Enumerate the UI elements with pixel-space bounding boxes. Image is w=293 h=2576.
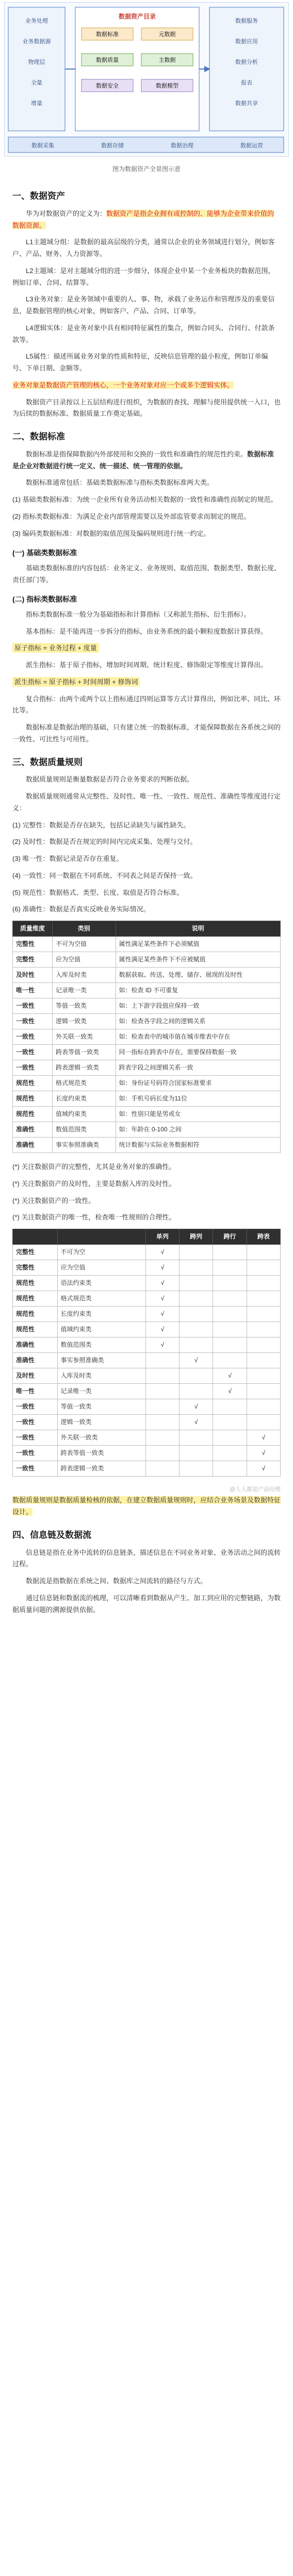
table-cell: 长度约束类 — [53, 1091, 116, 1107]
s2-list-0: (1) 基础类数据标准：为统一企业所有业务活动相关数据的一致性和准确性而制定的规范。 — [12, 496, 278, 503]
s3-list-4: (5) 规范性：数据格式、类型、长度、取值是否符合标准。 — [12, 888, 184, 896]
table-header-cell: 说明 — [116, 921, 280, 937]
table-cell — [180, 1430, 213, 1446]
table-cell: 及时性 — [13, 968, 53, 983]
table-cell — [247, 1322, 280, 1337]
table-cell: 如：手机号码长度为11位 — [116, 1091, 280, 1107]
table-cell: √ — [247, 1461, 280, 1477]
table-cell — [213, 1430, 247, 1446]
table-row — [13, 1045, 281, 1060]
table-cell: 规范性 — [13, 1076, 53, 1091]
table-cell — [145, 1384, 179, 1399]
table-header-cell: 跨列 — [180, 1229, 213, 1245]
s2-p-last: 数据标准是数据治理的基础，只有建立统一的数据标准，才能保障数据在各系统之间的一致性、可比性与可用性。 — [12, 723, 281, 743]
s2-item1: 基本指标：是不能再进一步拆分的指标，由业务系统的最小颗粒度数据计算获得。 — [26, 627, 268, 635]
s1-p1-highlight: 数据资产是指企业拥有或控制的、能够为企业带来价值的数据资源。 — [12, 209, 274, 229]
table-row — [13, 1399, 281, 1415]
table-cell: 规范性 — [13, 1107, 53, 1122]
table-cell: √ — [247, 1446, 280, 1461]
table-row — [13, 1384, 281, 1399]
table-cell: 长度约束类 — [57, 1307, 145, 1322]
diagram-right-4: 数据共享 — [235, 100, 258, 107]
table-cell: 入库及时类 — [53, 968, 116, 983]
table-row — [13, 998, 281, 1014]
s4-p1: 信息链是指在业务中流转的信息链条，描述信息在不同业务对象、业务活动之间的流转过程。 — [12, 1548, 281, 1568]
table-cell — [213, 1399, 247, 1415]
table-cell: 如：检查各字段之间的逻辑关系 — [116, 1014, 280, 1029]
s4-p2: 数据流是指数据在系统之间、数据库之间流转的路径与方式。 — [26, 1577, 207, 1585]
table-cell: 一致性 — [13, 1045, 53, 1060]
s2-list-2: (3) 编码类数据标准：对数据的取值范围及编码规则进行统一约定。 — [12, 529, 210, 537]
diagram-left-3: 全量 — [31, 80, 42, 86]
table-cell — [145, 1368, 179, 1384]
s3-note2: (*) 关注数据资产的及时性，主要是数据入库的及时性。 — [12, 1179, 176, 1188]
s1-l1: L1主题域分组：是数据的最高层级的分类，通常以企业的业务领域进行划分，例如客户、产品、财务、人力资源等。 — [12, 238, 275, 258]
table-cell: 值域约束类 — [53, 1107, 116, 1122]
s2-formula2: 派生指标 = 原子指标 + 时间周期 + 修饰词 — [12, 676, 281, 688]
s2-formula1: 原子指标 = 业务过程 + 度量 — [12, 642, 281, 654]
table-row — [13, 968, 281, 983]
table-cell: 一致性 — [13, 1029, 53, 1045]
table-header-cell: 跨表 — [247, 1229, 280, 1245]
table-cell: 一致性 — [13, 998, 53, 1014]
s2-sub1-title: (一) 基础类数据标准 — [12, 549, 77, 557]
table-header-cell: 单列 — [145, 1229, 179, 1245]
quality-dimension-table — [12, 921, 281, 1153]
table-cell: 同一指标在跨表中存在，需要保持数据一致 — [116, 1045, 280, 1060]
table-cell — [145, 1446, 179, 1461]
diagram-bottom-2: 数据治理 — [171, 143, 193, 149]
s3-highlight: 数据质量规则是数据质量检核的依据，在建立数据质量规则时，应结合业务场景及数据特征设计。 — [12, 1496, 281, 1516]
table-cell — [180, 1260, 213, 1276]
s3-list-3: (4) 一致性：同一数据在不同系统、不同表之间是否保持一致。 — [12, 871, 197, 879]
s1-p-last: 数据资产目录按以上五层结构进行组织，为数据的查找、理解与使用提供统一入口，也为后续的数据标准、数据质量工作奠定基础。 — [12, 398, 281, 418]
section-3-title: 三、数据质量规则 — [12, 757, 83, 767]
table-cell: 逻辑一致类 — [53, 1014, 116, 1029]
s3-p2: 数据质量规则通常从完整性、及时性、唯一性、一致性、规范性、准确性等维度进行定义： — [12, 792, 281, 812]
table-cell: √ — [145, 1322, 179, 1337]
table-cell: 事实参照准确类 — [53, 1138, 116, 1153]
table-cell: 数据获取、传送、处理、储存、展现的及时性 — [116, 968, 280, 983]
s2-p1: 数据标准是指保障数据内外部使用和交换的一致性和准确性的规范性约束。数据标准是企业对数据进行统一定义、统一描述、统一管理的依据。 — [12, 450, 274, 470]
table-cell: 如：检查 ID 不可重复 — [116, 983, 280, 998]
table-cell: 如：上下游字段值应保持一致 — [116, 998, 280, 1014]
s3-list-0: (1) 完整性：数据是否存在缺失，包括记录缺失与属性缺失。 — [12, 821, 190, 829]
table-cell: 规范性 — [13, 1291, 58, 1307]
table-cell: 一致性 — [13, 1446, 58, 1461]
table-cell: 规范性 — [13, 1276, 58, 1291]
table-row — [13, 1353, 281, 1368]
section-1-title: 一、数据资产 — [12, 191, 65, 201]
table-cell: 完整性 — [13, 937, 53, 952]
table-cell — [213, 1353, 247, 1368]
table-cell — [247, 1337, 280, 1353]
table-cell: 一致性 — [13, 1060, 53, 1076]
table-row — [13, 1122, 281, 1138]
diagram-left-1: 业务数据源 — [22, 39, 51, 45]
table-cell: √ — [145, 1260, 179, 1276]
table-cell — [180, 1337, 213, 1353]
s2-sub1-p: 基础类数据标准的内容包括：业务定义、业务规则、取值范围、数据类型、数据长度、责任部门等。 — [12, 564, 281, 584]
table-cell — [180, 1368, 213, 1384]
table-cell: 如：检查表中的城市值在城市维表中存在 — [116, 1029, 280, 1045]
s3-p1: 数据质量规则是衡量数据是否符合业务要求的判断依据。 — [26, 775, 194, 784]
diagram-center-2: 数据质量 — [96, 57, 119, 63]
diagram-center-3: 主数据 — [158, 57, 176, 63]
table-cell — [213, 1446, 247, 1461]
table-cell: √ — [213, 1368, 247, 1384]
table-cell — [213, 1260, 247, 1276]
diagram-caption: 图为数据资产全景图示意 — [112, 165, 181, 173]
table-cell: 准确性 — [13, 1337, 58, 1353]
table-cell: 记录唯一类 — [57, 1384, 145, 1399]
table-cell: 格式规范类 — [53, 1076, 116, 1091]
table-cell: 规范性 — [13, 1322, 58, 1337]
table-cell: 完整性 — [13, 1245, 58, 1260]
table-cell: 格式规范类 — [57, 1291, 145, 1307]
diagram-center-5: 数据模型 — [156, 83, 178, 89]
s1-p1: 华为对数据资产的定义为：数据资产是指企业拥有或控制的、能够为企业带来价值的数据资源。 — [12, 209, 274, 229]
table-cell: 等值一致类 — [53, 998, 116, 1014]
diagram-center-4: 数据安全 — [96, 83, 119, 89]
table-cell: √ — [145, 1291, 179, 1307]
table-cell: 值域约束类 — [57, 1322, 145, 1337]
s2-sub2-title: (二) 指标类数据标准 — [12, 595, 77, 604]
table-cell: 记录唯一类 — [53, 983, 116, 998]
diagram-left-2: 物理层 — [28, 59, 45, 65]
table-cell: 外关联一致类 — [53, 1029, 116, 1045]
s3-note3: (*) 关注数据资产的一致性。 — [12, 1196, 95, 1205]
diagram-left-0: 业务处理 — [25, 18, 48, 24]
table-row — [13, 1138, 281, 1153]
table-cell: 如：身份证号码符合国家标准要求 — [116, 1076, 280, 1091]
s2-p2: 数据标准通常包括：基础类数据标准与指标类数据标准两大类。 — [26, 479, 214, 487]
s2-item3: 复合指标：由两个或两个以上指标通过四则运算等方式计算得出，例如比率、同比、环比等。 — [12, 694, 281, 715]
table-row — [13, 1076, 281, 1091]
diagram-center-0: 数据标准 — [96, 31, 119, 38]
table-cell — [145, 1430, 179, 1446]
table-cell — [247, 1353, 280, 1368]
table-cell — [180, 1307, 213, 1322]
table-cell: 不可为空值 — [53, 937, 116, 952]
diagram-right-2: 数据分析 — [235, 59, 258, 65]
s1-l2: L2主题域：是对主题域分组的进一步细分，体现企业中某一个业务板块的数据范围，例如订单、合同、结算等。 — [12, 266, 275, 286]
table-cell: √ — [145, 1245, 179, 1260]
diagram-right-1: 数据应用 — [235, 39, 258, 45]
s1-note: 业务对象是数据资产管理的核心，一个业务对象对应一个或多个逻辑实体。 — [12, 381, 234, 389]
s3-list-2: (3) 唯一性：数据记录是否存在重复。 — [12, 855, 123, 862]
diagram-bottom-0: 数据采集 — [31, 143, 54, 149]
s1-l3: L3业务对象：是业务领域中重要的人、事、物，承载了业务运作和管理涉及的重要信息，是数据管理的核心对象，例如客户、产品、合同、订单等。 — [12, 295, 275, 315]
table-cell: √ — [213, 1384, 247, 1399]
data-asset-diagram — [4, 2, 289, 157]
table-cell: √ — [180, 1353, 213, 1368]
table-cell: 准确性 — [13, 1138, 53, 1153]
table-cell: 跨表逻辑一致类 — [53, 1060, 116, 1076]
diagram-left-4: 增量 — [31, 100, 42, 107]
table-cell — [180, 1291, 213, 1307]
table-cell — [247, 1260, 280, 1276]
table-cell: 一致性 — [13, 1430, 58, 1446]
table-cell — [145, 1415, 179, 1430]
table-cell — [145, 1461, 179, 1477]
table-row — [13, 1337, 281, 1353]
table-cell — [213, 1307, 247, 1322]
table-cell: 应为空值 — [53, 952, 116, 968]
table-cell: 一致性 — [13, 1014, 53, 1029]
table-row — [13, 1260, 281, 1276]
table-cell: 准确性 — [13, 1122, 53, 1138]
table-cell — [213, 1415, 247, 1430]
table-cell — [247, 1276, 280, 1291]
table-row — [13, 1415, 281, 1430]
table-cell — [247, 1368, 280, 1384]
table-cell: 规范性 — [13, 1091, 53, 1107]
table-row — [13, 1291, 281, 1307]
table-cell: 应为空值 — [57, 1260, 145, 1276]
table-cell: 唯一性 — [13, 983, 53, 998]
table-row — [13, 1245, 281, 1260]
table-cell — [247, 1291, 280, 1307]
table-row — [13, 1430, 281, 1446]
s3-list-1: (2) 及时性：数据是否在规定的时间内完成采集、处理与交付。 — [12, 838, 197, 846]
table-header-cell: 质量维度 — [13, 921, 53, 937]
table-row — [13, 1446, 281, 1461]
table-cell — [213, 1276, 247, 1291]
diagram-right-0: 数据服务 — [235, 18, 258, 24]
table-cell — [247, 1415, 280, 1430]
table-row — [13, 1060, 281, 1076]
table-cell: 如：年龄在 0-100 之间 — [116, 1122, 280, 1138]
table-row — [13, 937, 281, 952]
s3-list-5: (6) 准确性：数据是否真实反映业务实际情况。 — [12, 905, 150, 913]
table-cell: 入库及时类 — [57, 1368, 145, 1384]
diagram-bottom-3: 数据运营 — [240, 143, 263, 149]
s4-p3: 通过信息链和数据流的梳理，可以清晰看到数据从产生、加工到应用的完整链路，为数据质量问题的溯源提供依据。 — [12, 1594, 281, 1614]
s3-note4: (*) 关注数据资产的唯一性，检查唯一性规则的合理性。 — [12, 1213, 176, 1222]
table-cell: 跨表字段之间逻辑关系一致 — [116, 1060, 280, 1076]
table-header-cell — [13, 1229, 58, 1245]
watermark: @人人都是产品经理 — [229, 1486, 281, 1493]
table-cell: √ — [247, 1430, 280, 1446]
table-cell — [180, 1384, 213, 1399]
table-cell: √ — [145, 1337, 179, 1353]
table-cell: √ — [180, 1415, 213, 1430]
table-cell: 规范性 — [13, 1307, 58, 1322]
table-cell: 唯一性 — [13, 1384, 58, 1399]
table-cell: 数值范围类 — [53, 1122, 116, 1138]
quality-rule-scope-table — [12, 1229, 281, 1477]
table-cell — [180, 1446, 213, 1461]
table-cell — [213, 1291, 247, 1307]
table-row — [13, 1014, 281, 1029]
article-content — [12, 179, 281, 1621]
table-cell: 一致性 — [13, 1415, 58, 1430]
table-header-cell: 类别 — [53, 921, 116, 937]
table-cell: 语法约束类 — [57, 1276, 145, 1291]
diagram-center-1: 元数据 — [158, 31, 176, 38]
table-cell — [247, 1384, 280, 1399]
table-cell: 事实参照准确类 — [57, 1353, 145, 1368]
table-row — [13, 1461, 281, 1477]
table-row — [13, 983, 281, 998]
table-row — [13, 1107, 281, 1122]
diagram-center-title: 数据资产目录 — [118, 13, 156, 20]
table-cell: 数值范围类 — [57, 1337, 145, 1353]
table-cell — [145, 1353, 179, 1368]
table-cell: 等值一致类 — [57, 1399, 145, 1415]
s2-list-1: (2) 指标类数据标准：为满足企业内部管理需要以及外部监管要求而制定的规范。 — [12, 512, 251, 520]
table-cell — [180, 1461, 213, 1477]
table-cell — [180, 1322, 213, 1337]
table-row — [13, 1368, 281, 1384]
s1-l5: L5属性：描述所属业务对象的性质和特征，反映信息管理的最小粒度，例如订单编号、下单日期、金额等。 — [12, 352, 268, 372]
s2-item2: 派生指标：基于原子指标，增加时间周期、统计粒度、修饰限定等维度计算得出。 — [26, 661, 268, 669]
table-row — [13, 1029, 281, 1045]
table-cell — [213, 1337, 247, 1353]
table-cell: 属性满足某些条件下不应被赋值 — [116, 952, 280, 968]
table-row — [13, 1276, 281, 1291]
section-2-title: 二、数据标准 — [12, 432, 65, 442]
table-cell — [247, 1245, 280, 1260]
table-cell: 逻辑一致类 — [57, 1415, 145, 1430]
table-cell: 统计数据与实际业务数据相符 — [116, 1138, 280, 1153]
table-cell: 一致性 — [13, 1461, 58, 1477]
diagram-bottom-1: 数据存储 — [101, 143, 124, 149]
table-cell — [213, 1245, 247, 1260]
s3-note1: (*) 关注数据资产的完整性，尤其是业务对象的准确性。 — [12, 1163, 176, 1171]
table-cell: √ — [145, 1276, 179, 1291]
table-cell — [180, 1245, 213, 1260]
table-cell: 外关联一致类 — [57, 1430, 145, 1446]
table-cell: 完整性 — [13, 952, 53, 968]
table-cell: 不可为空 — [57, 1245, 145, 1260]
table-cell — [213, 1322, 247, 1337]
table-header-cell: 跨行 — [213, 1229, 247, 1245]
table-cell: 跨表等值一致类 — [57, 1446, 145, 1461]
table-cell — [247, 1399, 280, 1415]
table-row — [13, 1322, 281, 1337]
table-cell: 跨表等值一致类 — [53, 1045, 116, 1060]
table-cell: √ — [180, 1399, 213, 1415]
table-row — [13, 952, 281, 968]
table-header-cell — [57, 1229, 145, 1245]
diagram-right-3: 报表 — [241, 80, 252, 86]
table-cell — [145, 1399, 179, 1415]
table-cell: 如：性别只能是男或女 — [116, 1107, 280, 1122]
table-cell: 准确性 — [13, 1353, 58, 1368]
table-cell — [247, 1307, 280, 1322]
table-cell: √ — [145, 1307, 179, 1322]
table-cell: 属性满足某些条件下必须赋值 — [116, 937, 280, 952]
table-cell: 一致性 — [13, 1399, 58, 1415]
section-4-title: 四、信息链及数据流 — [12, 1530, 91, 1540]
s1-l4: L4逻辑实体：是业务对象中具有相同特征属性的集合，例如合同头、合同行、付款条款等。 — [12, 324, 275, 344]
table-cell: 跨表逻辑一致类 — [57, 1461, 145, 1477]
table-cell — [180, 1276, 213, 1291]
s2-sub2-p: 指标类数据标准一般分为基础指标和计算指标（又称派生指标、衍生指标）。 — [26, 610, 251, 618]
table-cell: 及时性 — [13, 1368, 58, 1384]
table-cell — [213, 1461, 247, 1477]
table-cell: 完整性 — [13, 1260, 58, 1276]
table-row — [13, 1307, 281, 1322]
table-row — [13, 1091, 281, 1107]
